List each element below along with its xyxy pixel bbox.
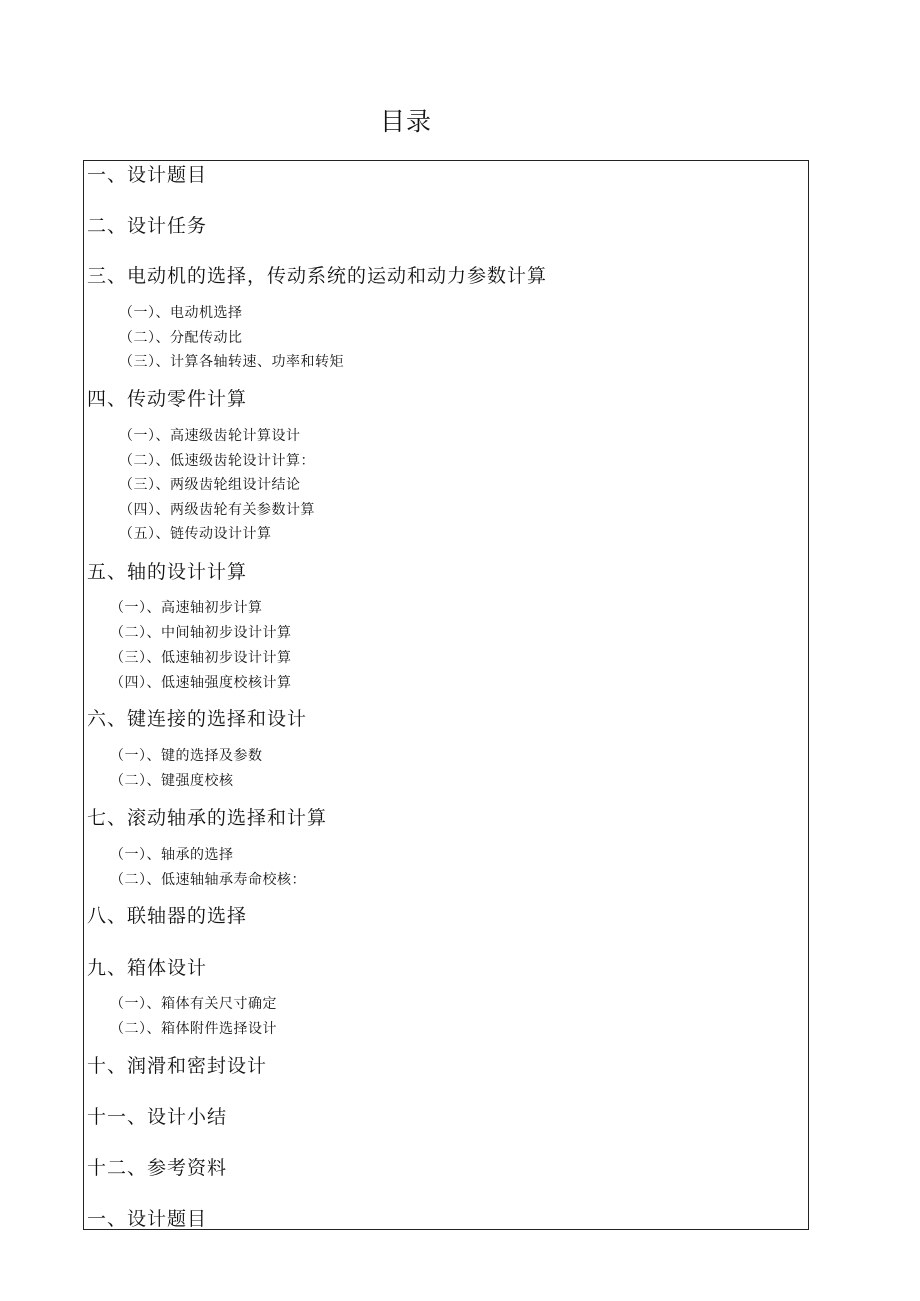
toc-subitem-6-1[interactable]: （一）、键的选择及参数 (110, 748, 263, 764)
toc-subitem-7-1[interactable]: （一）、轴承的选择 (110, 847, 234, 863)
toc-heading-2[interactable]: 二、设计任务 (87, 215, 208, 237)
toc-subitem-5-3[interactable]: （三）、低速轴初步设计计算 (110, 650, 292, 666)
toc-heading-6[interactable]: 六、键连接的选择和设计 (87, 708, 308, 730)
toc-subitem-4-2[interactable]: （二）、低速级齿轮设计计算： (119, 453, 315, 469)
toc-subitem-3-1[interactable]: （一）、电动机选择 (119, 305, 243, 321)
toc-heading-12[interactable]: 十二、参考资料 (87, 1157, 228, 1179)
body-section-heading: 一、设计题目 (87, 1208, 208, 1230)
toc-subitem-6-2[interactable]: （二）、键强度校核 (110, 773, 234, 789)
page-title: 目录 (379, 107, 432, 136)
toc-subitem-7-2[interactable]: （二）、低速轴轴承寿命校核： (110, 872, 306, 888)
toc-heading-4[interactable]: 四、传动零件计算 (87, 388, 248, 410)
toc-subitem-5-2[interactable]: （二）、中间轴初步设计计算 (110, 625, 292, 641)
toc-subitem-4-5[interactable]: （五）、链传动设计计算 (119, 526, 272, 542)
toc-subitem-9-2[interactable]: （二）、箱体附件选择设计 (110, 1021, 277, 1037)
toc-subitem-4-3[interactable]: （三）、两级齿轮组设计结论 (119, 477, 301, 493)
toc-subitem-3-2[interactable]: （二）、分配传动比 (119, 330, 243, 346)
toc-subitem-5-4[interactable]: （四）、低速轴强度校核计算 (110, 675, 292, 691)
toc-subitem-5-1[interactable]: （一）、高速轴初步计算 (110, 600, 263, 616)
toc-heading-7[interactable]: 七、滚动轴承的选择和计算 (87, 807, 328, 829)
table-of-contents (83, 160, 809, 1230)
toc-heading-11[interactable]: 十一、设计小结 (87, 1106, 228, 1128)
toc-heading-3[interactable]: 三、电动机的选择，传动系统的运动和动力参数计算 (87, 265, 548, 287)
toc-subitem-4-1[interactable]: （一）、高速级齿轮计算设计 (119, 428, 301, 444)
toc-subitem-4-4[interactable]: （四）、两级齿轮有关参数计算 (119, 502, 315, 518)
toc-heading-8[interactable]: 八、联轴器的选择 (87, 905, 248, 927)
toc-heading-10[interactable]: 十、润滑和密封设计 (87, 1055, 268, 1077)
toc-heading-1[interactable]: 一、设计题目 (87, 164, 208, 186)
toc-heading-9[interactable]: 九、箱体设计 (87, 957, 208, 979)
toc-subitem-3-3[interactable]: （三）、计算各轴转速、功率和转矩 (119, 354, 344, 370)
toc-subitem-9-1[interactable]: （一）、箱体有关尺寸确定 (110, 996, 277, 1012)
toc-heading-5[interactable]: 五、轴的设计计算 (87, 561, 248, 583)
